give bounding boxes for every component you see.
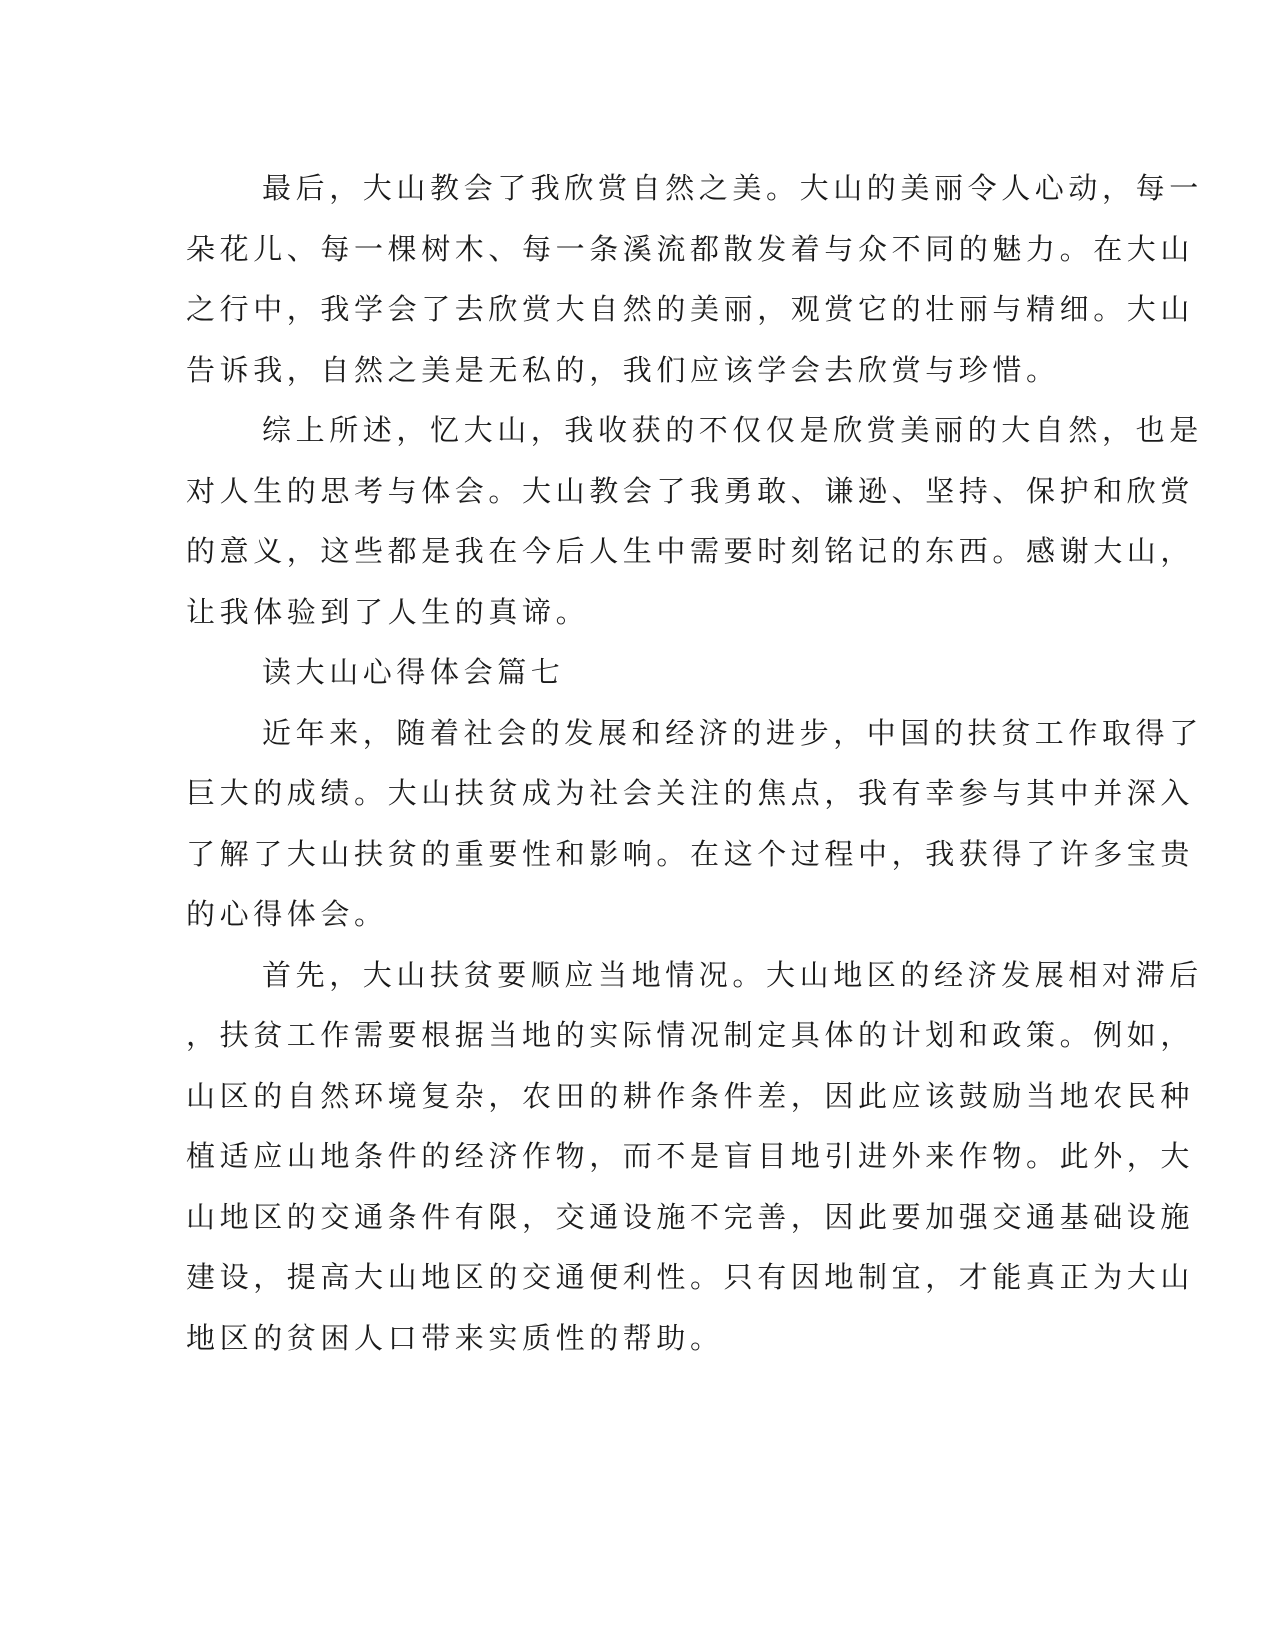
- paragraph-first-line: 读大山心得体会篇七: [262, 655, 565, 689]
- text-line: 的意义，这些都是我在今后人生中需要时刻铭记的东西。感谢大山，: [186, 534, 1195, 568]
- text-line: 植适应山地条件的经济作物，而不是盲目地引进外来作物。此外，大: [186, 1139, 1195, 1173]
- text-line: 山地区的交通条件有限，交通设施不完善，因此要加强交通基础设施: [186, 1199, 1195, 1234]
- text-line: 建设，提高大山地区的交通便利性。只有因地制宜，才能真正为大山: [186, 1260, 1195, 1294]
- text-line: 巨大的成绩。大山扶贫成为社会关注的焦点，我有幸参与其中并深入: [186, 776, 1195, 810]
- document-body: [186, 158, 1203, 1368]
- text-line: 之行中，我学会了去欣赏大自然的美丽，观赏它的壮丽与精细。大山: [186, 292, 1195, 326]
- text-line: 了解了大山扶贫的重要性和影响。在这个过程中，我获得了许多宝贵: [186, 836, 1195, 871]
- paragraph-first-line: 最后，大山教会了我欣赏自然之美。大山的美丽令人心动，每一: [262, 171, 1203, 205]
- paragraph-first-line: 近年来，随着社会的发展和经济的进步，中国的扶贫工作取得了: [262, 715, 1203, 750]
- text-line: 的心得体会。: [186, 897, 388, 931]
- text-line: 让我体验到了人生的真谛。: [186, 594, 590, 629]
- paragraph-first-line: 首先，大山扶贫要顺应当地情况。大山地区的经济发展相对滞后: [262, 957, 1203, 992]
- text-line: 对人生的思考与体会。大山教会了我勇敢、谦逊、坚持、保护和欣赏: [186, 473, 1195, 508]
- text-line: 地区的贫困人口带来实质性的帮助。: [186, 1320, 724, 1355]
- text-line: 山区的自然环境复杂，农田的耕作条件差，因此应该鼓励当地农民种: [186, 1078, 1195, 1113]
- text-line: 告诉我，自然之美是无私的，我们应该学会去欣赏与珍惜。: [186, 352, 1060, 387]
- text-line: ，扶贫工作需要根据当地的实际情况制定具体的计划和政策。例如，: [186, 1018, 1195, 1052]
- paragraph-first-line: 综上所述，忆大山，我收获的不仅仅是欣赏美丽的大自然，也是: [262, 413, 1203, 447]
- text-line: 朵花儿、每一棵树木、每一条溪流都散发着与众不同的魅力。在大山: [186, 231, 1195, 266]
